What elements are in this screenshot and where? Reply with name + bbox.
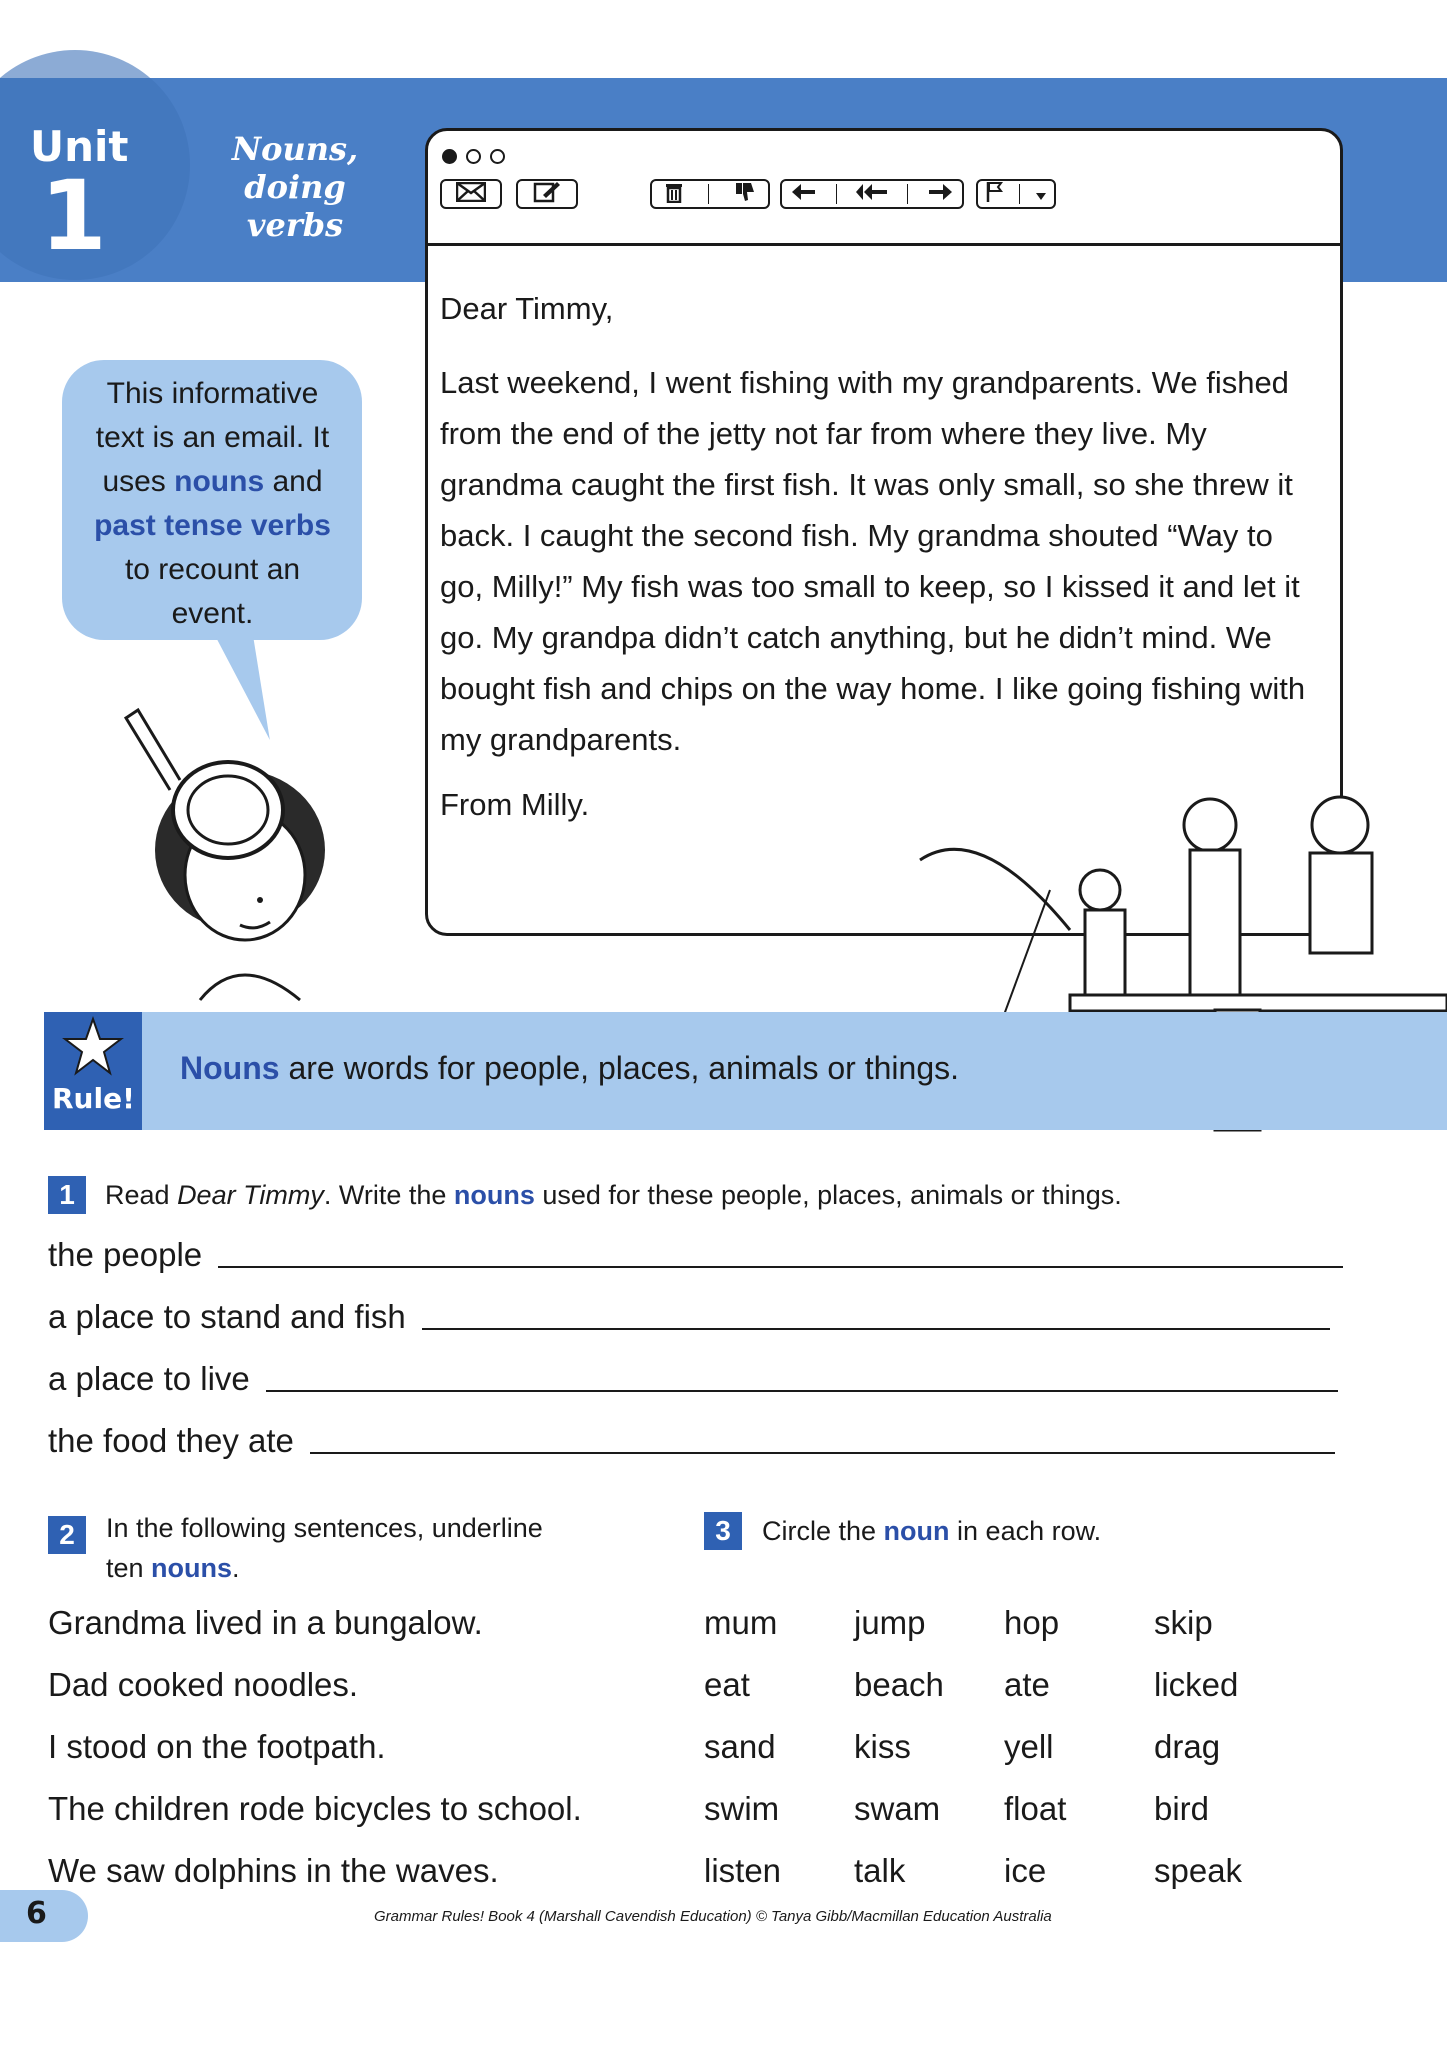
new-message-button[interactable] <box>516 179 578 209</box>
delete-junk-group <box>650 179 770 209</box>
toolbar-separator <box>1019 184 1020 204</box>
instr-part: ten <box>106 1553 152 1583</box>
answer-line[interactable] <box>310 1452 1335 1454</box>
exercise-1-row <box>48 1422 1335 1460</box>
exercise-2-number: 2 <box>48 1516 86 1554</box>
word-choice[interactable]: licked <box>1154 1666 1239 1703</box>
instr-part: Circle the <box>762 1516 884 1546</box>
toolbar-separator <box>708 184 709 204</box>
word-choice[interactable]: yell <box>1004 1728 1054 1765</box>
exercise-1-instruction <box>105 1180 1122 1211</box>
instr-part: . Write the <box>323 1180 454 1210</box>
speech-bubble-text <box>80 372 345 636</box>
word-choice[interactable]: mum <box>704 1604 778 1641</box>
chevron-down-icon <box>1035 182 1047 206</box>
unit-number: 1 <box>40 160 107 272</box>
exercise-1-prompt: a place to live <box>48 1360 250 1397</box>
unit-title-line1: Nouns, <box>231 130 359 168</box>
word-choice[interactable]: skip <box>1154 1604 1213 1641</box>
word-choice[interactable]: swim <box>704 1790 780 1827</box>
bubble-keyword-nouns: nouns <box>174 465 265 498</box>
word-choice[interactable]: listen <box>704 1852 782 1889</box>
word-choice[interactable]: swam <box>854 1790 941 1827</box>
rule-label: Rule! <box>52 1082 135 1115</box>
exercise-2-sentence: I stood on the footpath. <box>48 1728 386 1765</box>
rule-definition: are words for people, places, animals or things. <box>279 1050 959 1086</box>
email-body <box>440 291 1320 823</box>
window-minimize-dot[interactable] <box>466 149 481 164</box>
exercise-1-prompt: the people <box>48 1236 203 1273</box>
bubble-text-part: to recount an event. <box>124 553 301 630</box>
instr-part: Read <box>105 1180 178 1210</box>
answer-line[interactable] <box>422 1328 1330 1330</box>
word-choice[interactable]: bird <box>1154 1790 1210 1827</box>
bubble-keyword-past-tense-verbs: past tense verbs <box>94 509 331 542</box>
bubble-text-part: and <box>264 465 323 498</box>
word-choice[interactable]: talk <box>854 1852 906 1889</box>
email-signoff: From Milly. <box>440 787 590 822</box>
word-choice[interactable]: kiss <box>854 1728 911 1765</box>
instr-line <box>106 1548 543 1588</box>
instr-part: . <box>232 1553 240 1583</box>
exercise-2-instruction <box>106 1508 543 1588</box>
flag-menu-button[interactable] <box>976 179 1056 209</box>
word-choice[interactable]: speak <box>1154 1852 1243 1889</box>
page-number: 6 <box>26 1896 47 1931</box>
exercise-2-sentence: Grandma lived in a bungalow. <box>48 1604 483 1641</box>
rule-text <box>180 1050 959 1087</box>
exercise-3-instruction <box>762 1516 1101 1547</box>
instr-part: used for these people, places, animals or things. <box>534 1180 1122 1210</box>
word-choice[interactable]: hop <box>1004 1604 1060 1641</box>
unit-label: Unit <box>30 122 129 171</box>
star-icon <box>62 1016 124 1078</box>
rule-keyword-nouns: Nouns <box>180 1050 280 1086</box>
exercise-1-row <box>48 1298 1330 1336</box>
exercise-1-number: 1 <box>48 1176 86 1214</box>
email-paragraph: Last weekend, I went fishing with my grandparents. We fished from the end of the jetty not far from where they live. My grandma caught the first fish. It was only small, so she threw it back. I caught the second fish. My grandma shouted “Way to go, Milly!” My fish was too small to keep, so I kissed it and let it go. My grandpa didn’t catch anything, but he didn’t mind. We bought fish and chips on the way home. I like going fishing with my grandparents. <box>440 365 1306 757</box>
exercise-2-sentence: Dad cooked noodles. <box>48 1666 359 1703</box>
email-toolbar <box>428 131 1340 246</box>
trash-icon[interactable] <box>665 181 683 208</box>
exercise-1-row <box>48 1236 1343 1274</box>
word-choice[interactable]: eat <box>704 1666 750 1703</box>
instr-title: Dear Timmy <box>177 1180 324 1210</box>
word-choice[interactable]: drag <box>1154 1728 1221 1765</box>
word-choice[interactable]: float <box>1004 1790 1067 1827</box>
word-choice[interactable]: jump <box>854 1604 926 1641</box>
unit-title <box>200 130 390 244</box>
forward-icon[interactable] <box>927 182 953 207</box>
answer-line[interactable] <box>218 1266 1343 1268</box>
email-greeting: Dear Timmy, <box>440 291 614 326</box>
instr-keyword: nouns <box>151 1553 233 1583</box>
instr-keyword: noun <box>883 1516 950 1546</box>
instr-line: In the following sentences, underline <box>106 1513 543 1543</box>
compose-mail-button[interactable] <box>440 179 502 209</box>
word-choice[interactable]: ice <box>1004 1852 1047 1889</box>
instr-keyword: nouns <box>453 1180 535 1210</box>
exercise-2-sentence: The children rode bicycles to school. <box>48 1790 582 1827</box>
exercise-1-prompt: a place to stand and fish <box>48 1298 406 1335</box>
thumbs-down-icon[interactable] <box>734 181 756 208</box>
flag-icon <box>985 181 1005 208</box>
word-choice[interactable]: sand <box>704 1728 776 1765</box>
exercise-1-row <box>48 1360 1338 1398</box>
exercise-3-number: 3 <box>704 1512 742 1550</box>
exercise-2-sentence: We saw dolphins in the waves. <box>48 1852 499 1889</box>
answer-line[interactable] <box>266 1390 1338 1392</box>
exercise-1-prompt: the food they ate <box>48 1422 294 1459</box>
envelope-icon <box>456 182 486 207</box>
girl-with-snorkel-illustration <box>110 700 350 1010</box>
window-close-dot[interactable] <box>442 149 457 164</box>
footer-credit: Grammar Rules! Book 4 (Marshall Cavendish Education) © Tanya Gibb/Macmillan Education Australia <box>374 1908 1052 1925</box>
reply-all-icon[interactable] <box>855 182 889 207</box>
reply-forward-group <box>780 179 964 209</box>
unit-title-line2: doing verbs <box>244 168 346 244</box>
word-choice[interactable]: beach <box>854 1666 944 1703</box>
instr-part: in each row. <box>949 1516 1102 1546</box>
reply-icon[interactable] <box>791 182 817 207</box>
window-zoom-dot[interactable] <box>490 149 505 164</box>
edit-pencil-icon <box>533 181 561 208</box>
bubble-text-part: This informative text is an email. It uses <box>95 377 330 498</box>
toolbar-separator <box>907 184 908 204</box>
toolbar-separator <box>836 184 837 204</box>
word-choice[interactable]: ate <box>1004 1666 1050 1703</box>
